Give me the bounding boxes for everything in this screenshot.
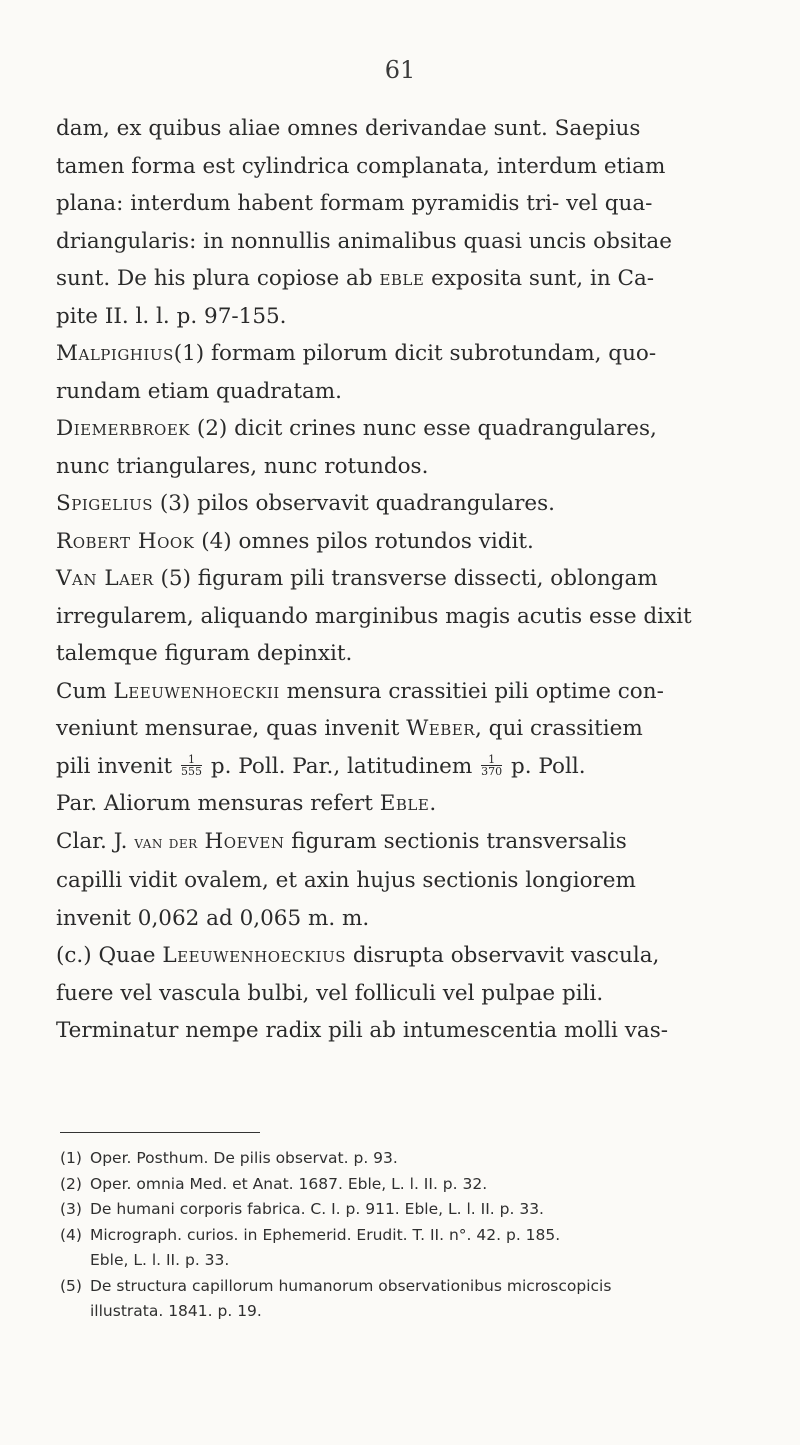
text-line: talemque figuram depinxit. xyxy=(56,641,353,666)
footnote: (2) Oper. omnia Med. et Anat. 1687. Eble, L. l. II. p. 32. xyxy=(60,1174,488,1193)
text-line: Malpighius(1) formam pilorum dicit subrotundam, quo- xyxy=(56,341,657,366)
text-line: Cum Leeuwenhoeckii mensura crassitiei pili optime con- xyxy=(56,678,664,704)
text-line: pili invenit $\frac{1}{555}$ p. Poll. Par., latitudinem $\frac{1}{370}$ p. Poll. xyxy=(56,752,586,779)
author-name: Leeuwenhoeckius xyxy=(162,943,347,968)
text-line: Terminatur nempe radix pili ab intumescentia molli vas- xyxy=(56,1018,669,1043)
text-line: Diemerbroek (2) dicit crines nunc esse quadrangulares, xyxy=(56,416,657,441)
footnote: (5) De structura capillorum humanorum observationibus microscopicis illustrata. 1841. p. 19. xyxy=(60,1276,612,1320)
text-line: invenit 0,062 ad 0,065 m. m. xyxy=(56,905,370,931)
footnote: (3) De humani corporis fabrica. C. I. p. 911. Eble, L. l. II. p. 33. xyxy=(60,1200,544,1218)
author-name: Weber xyxy=(406,716,476,741)
text-line: irregularem, aliquando marginibus magis acutis esse dixit xyxy=(56,603,692,629)
author-name: Diemerbroek xyxy=(56,416,190,441)
author-name: van der xyxy=(134,832,198,853)
text-line: pite II. l. l. p. 97-155. xyxy=(56,303,287,329)
text-line: Van Laer (5) figuram pili transverse dissecti, oblongam xyxy=(56,566,658,591)
author-name: Leeuwenhoeckii xyxy=(113,678,280,704)
text-line: dam, ex quibus aliae omnes derivandae sunt. Saepius xyxy=(56,116,641,141)
footnote: (4) Micrograph. curios. in Ephemerid. Erudit. T. II. n°. 42. p. 185. Eble, L. l. II. p. 33. xyxy=(60,1225,561,1269)
author-name: Hoeven xyxy=(204,828,285,854)
text-line: veniunt mensurae, quas invenit Weber, qui crassitiem xyxy=(56,716,643,741)
author-name: Robert Hook xyxy=(56,528,195,554)
text-line: driangularis: in nonnullis animalibus quasi uncis obsitae xyxy=(56,228,672,254)
author-name: Spigelius xyxy=(56,491,153,516)
text-line: Clar. J. van der Hoeven figuram sectionis transversalis xyxy=(56,828,627,854)
text-line: plana: interdum habent formam pyramidis tri- vel qua- xyxy=(56,191,653,216)
text-line: (c.) Quae Leeuwenhoeckius disrupta observavit vascula, xyxy=(56,943,660,968)
text-line: tamen forma est cylindrica complanata, interdum etiam xyxy=(56,153,666,179)
footnotes xyxy=(60,1146,768,1325)
text-line: nunc triangulares, nunc rotundos. xyxy=(56,453,429,479)
text-line: Par. Aliorum mensuras refert Eble. xyxy=(56,791,437,816)
author-name: eble xyxy=(379,266,425,291)
footnote-divider xyxy=(60,1132,260,1133)
author-name: Malpighius xyxy=(56,341,174,366)
text-line: fuere vel vascula bulbi, vel folliculi vel pulpae pili. xyxy=(56,980,604,1006)
text-line: Spigelius (3) pilos observavit quadrangulares. xyxy=(56,491,555,516)
fraction: $\frac{1}{555}$ xyxy=(181,752,203,778)
text-line: sunt. De his plura copiose ab eble exposita sunt, in Ca- xyxy=(56,266,655,291)
footnote: (1) Oper. Posthum. De pilis observat. p. 93. xyxy=(60,1149,398,1167)
text-line: capilli vidit ovalem, et axin hujus sectionis longiorem xyxy=(56,868,636,893)
text-line: rundam etiam quadratam. xyxy=(56,378,343,404)
fraction: $\frac{1}{370}$ xyxy=(481,752,503,778)
page-number: 61 xyxy=(384,56,416,84)
author-name: Eble xyxy=(379,791,430,816)
text-line: Robert Hook (4) omnes pilos rotundos vidit. xyxy=(56,528,534,554)
main-text xyxy=(56,110,768,1050)
author-name: Van Laer xyxy=(56,566,154,591)
